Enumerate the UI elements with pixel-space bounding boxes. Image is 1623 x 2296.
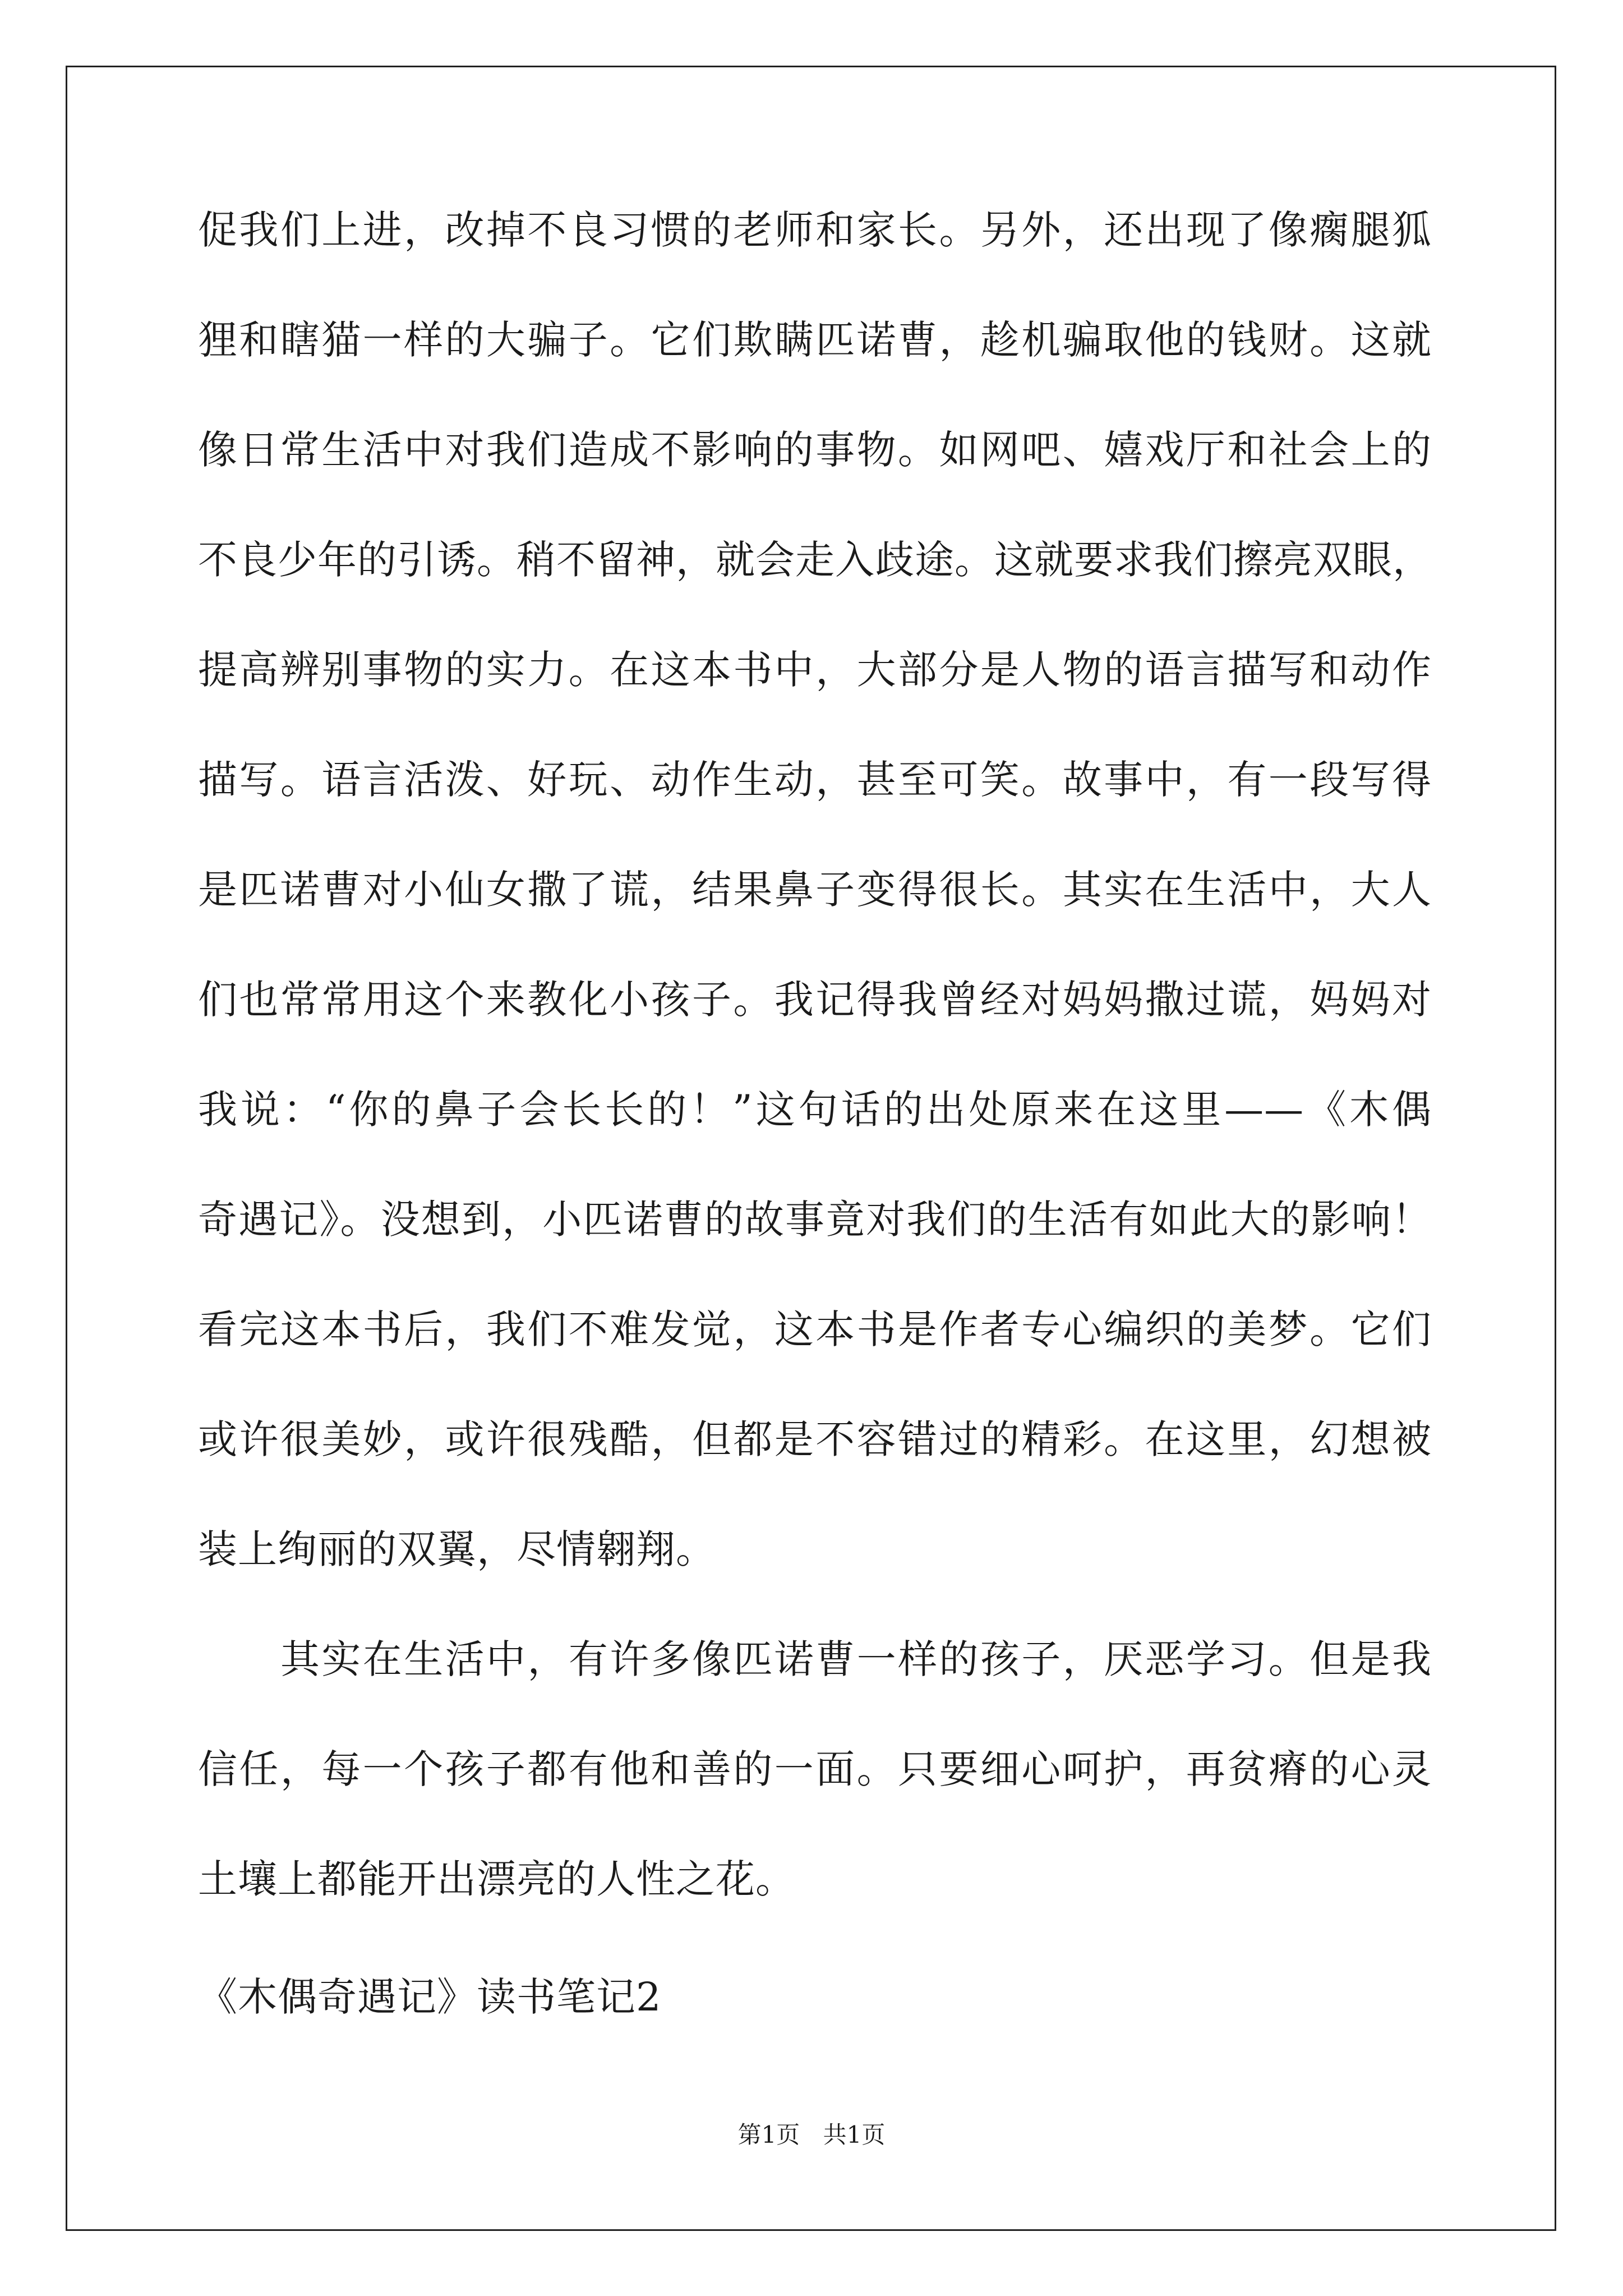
text-line: 描写。语言活泼、好玩、动作生动，甚至可笑。故事中，有一段写得 [198,757,1432,803]
document-body [198,207,1432,2087]
text-line: 土壤上都能开出漂亮的人性之花。 [198,1856,795,1902]
text-line: 像日常生活中对我们造成不影响的事物。如网吧、嬉戏厅和社会上的 [198,427,1432,473]
text-line: 不良少年的引诱。稍不留神，就会走入歧途。这就要求我们擦亮双眼， [198,537,1432,583]
text-line: 其实在生活中，有许多像匹诺曹一样的孩子，厌恶学习。但是我 [280,1636,1432,1682]
text-line: 或许很美妙，或许很残酷，但都是不容错过的精彩。在这里，幻想被 [198,1416,1432,1462]
text-line: 我说：“你的鼻子会长长的！”这句话的出处原来在这里——《木偶 [198,1087,1432,1133]
text-line: 是匹诺曹对小仙女撒了谎，结果鼻子变得很长。其实在生活中，大人 [198,867,1432,913]
text-line: 看完这本书后，我们不难发觉，这本书是作者专心编织的美梦。它们 [198,1306,1432,1352]
text-line: 促我们上进，改掉不良习惯的老师和家长。另外，还出现了像瘸腿狐 [198,207,1432,253]
page-number: 第1页 [737,2121,800,2148]
text-line: 狸和瞎猫一样的大骗子。它们欺瞒匹诺曹，趁机骗取他的钱财。这就 [198,317,1432,363]
page-footer [0,2123,1623,2147]
text-line: 提高辨别事物的实力。在这本书中，大部分是人物的语言描写和动作 [198,647,1432,693]
text-line: 信任，每一个孩子都有他和善的一面。只要细心呵护，再贫瘠的心灵 [198,1746,1432,1792]
text-line: 奇遇记》。没想到，小匹诺曹的故事竟对我们的生活有如此大的影响！ [198,1197,1432,1243]
text-line: 装上绚丽的双翼，尽情翱翔。 [198,1526,716,1572]
page-total: 共1页 [823,2121,886,2148]
text-line: 们也常常用这个来教化小孩子。我记得我曾经对妈妈撒过谎，妈妈对 [198,977,1432,1023]
section-title: 《木偶奇遇记》读书笔记2 [198,1974,662,2020]
